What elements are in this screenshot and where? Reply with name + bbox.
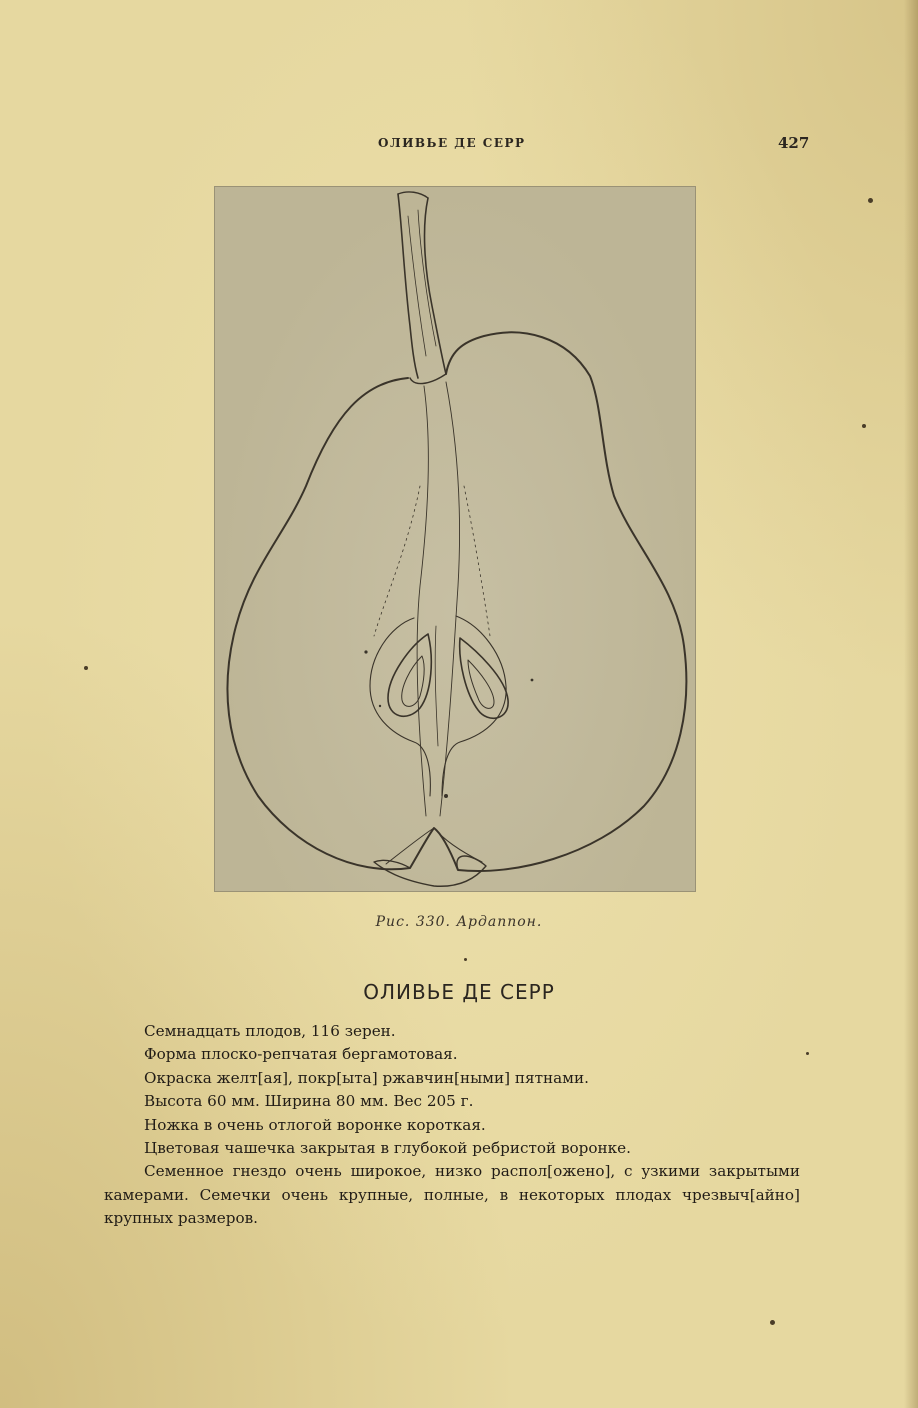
paper-speck xyxy=(84,666,88,670)
paragraph: Высота 60 мм. Ширина 80 мм. Вес 205 г. xyxy=(144,1092,474,1111)
paragraph: Окраска желт[ая], покр[ыта] ржавчин[ными] пятнами. xyxy=(144,1068,589,1087)
paper-speck xyxy=(464,958,467,961)
paragraph: Семнадцать плодов, 116 зерен. xyxy=(144,1022,396,1040)
running-title: ОЛИВЬЕ ДЕ СЕРР xyxy=(378,136,526,150)
pear-illustration xyxy=(214,186,696,892)
page-edge-shadow xyxy=(904,0,918,1408)
figure-caption: Рис. 330. Ардаппон. xyxy=(375,914,543,930)
paragraph: Ножка в очень отлогой воронке короткая. xyxy=(144,1115,486,1134)
page-number: 427 xyxy=(778,134,810,152)
paper-speck xyxy=(770,1320,775,1325)
paragraph: Семенное гнездо очень широкое, низко распол[ожено], с узкими закрытыми камерами. Семечки очень крупные, полные, в некоторых плодах чрезвыч[айно] крупных размеров. xyxy=(104,1162,800,1228)
pear-cross-section-drawing xyxy=(214,186,696,892)
paper-speck xyxy=(862,424,866,428)
paragraph: Форма плоско-репчатая бергамотовая. xyxy=(144,1045,458,1064)
section-title: ОЛИВЬЕ ДЕ СЕРР xyxy=(363,980,555,1004)
paragraph: Цветовая чашечка закрытая в глубокой ребристой воронке. xyxy=(144,1139,631,1158)
running-head xyxy=(0,136,918,156)
paper-speck xyxy=(868,198,873,203)
article-body xyxy=(104,1020,800,1231)
paper-speck xyxy=(806,1052,809,1055)
